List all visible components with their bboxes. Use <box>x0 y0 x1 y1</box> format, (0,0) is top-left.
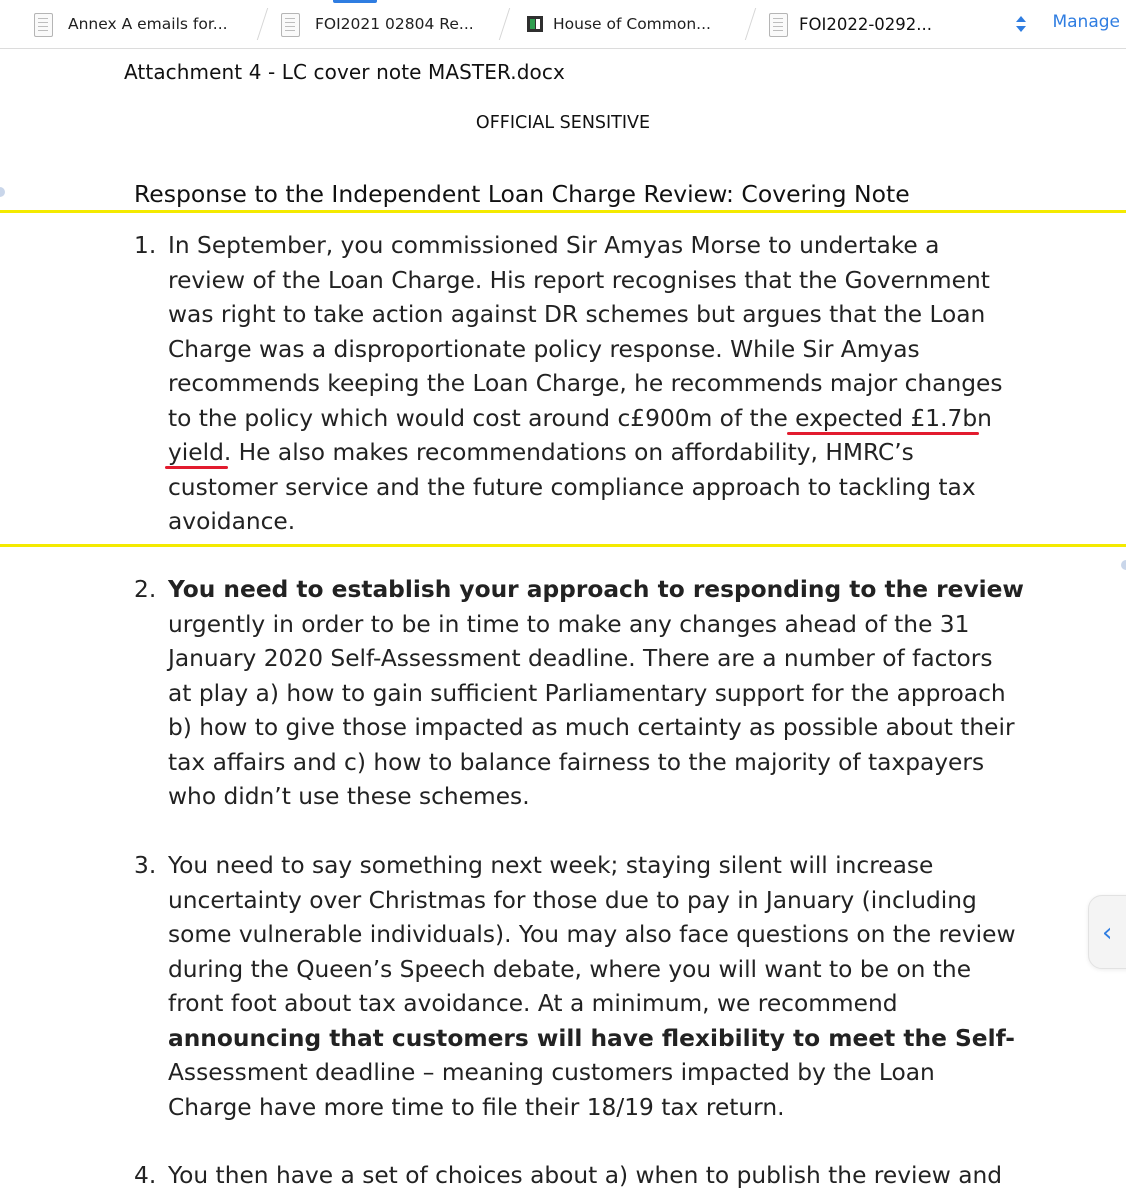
text-line: Charge was a disproportionate policy response. While Sir Amyas <box>168 335 920 363</box>
red-underline-annotation <box>165 466 228 469</box>
text-line: during the Queen’s Speech debate, where you will want to be on the <box>168 955 972 983</box>
paragraph-number: 1. <box>134 232 157 259</box>
tab-label: Annex A emails for... <box>68 15 228 33</box>
text-line: Assessment deadline – meaning customers impacted by the Loan <box>168 1059 935 1086</box>
document-icon <box>769 13 788 37</box>
tab-annex-a-emails[interactable] <box>34 0 254 48</box>
text-line: January 2020 Self-Assessment deadline. There are a number of factors <box>168 645 993 672</box>
margin-marker <box>1121 560 1126 570</box>
spreadsheet-icon <box>527 16 543 32</box>
text-line: urgently in order to be in time to make any changes ahead of the 31 <box>168 610 970 638</box>
text-line: b) how to give those impacted as much certainty as possible about their <box>168 714 1015 741</box>
tab-label: House of Common... <box>553 15 711 33</box>
tab-label: FOI2022-0292... <box>799 14 933 34</box>
paragraph-1 <box>134 229 1014 549</box>
tab-foi2021-02804[interactable] <box>281 0 511 48</box>
text-line: Charge have more time to file their 18/19 tax return. <box>168 1093 785 1121</box>
margin-marker <box>0 187 5 197</box>
text-line: some vulnerable individuals). You may also face questions on the review <box>168 921 1016 948</box>
tab-house-of-commons[interactable] <box>527 0 747 48</box>
document-icon <box>281 13 300 37</box>
text-line: to the policy which would cost around c£900m of the expected £1.7bn <box>168 404 992 432</box>
red-underline-annotation <box>787 432 979 435</box>
text-line: You need to say something next week; staying silent will increase <box>168 852 934 879</box>
document-title: Response to the Independent Loan Charge Review: Covering Note <box>134 180 910 208</box>
paragraph-3 <box>134 849 1014 1139</box>
text-line: review of the Loan Charge. His report recognises that the Government <box>168 266 990 294</box>
chevron-left-icon: ‹ <box>1102 918 1113 948</box>
paragraph-2 <box>134 573 1024 823</box>
text-line: was right to take action against DR schemes but argues that the Loan <box>168 301 986 328</box>
chevron-up-down-icon[interactable] <box>1014 13 1028 35</box>
text-line: You need to establish your approach to responding to the review <box>168 576 1024 603</box>
sidebar-toggle-button[interactable] <box>1088 895 1126 969</box>
tab-bar <box>0 0 1126 49</box>
highlight-rule <box>0 544 1126 547</box>
paragraph-number: 2. <box>134 576 157 603</box>
paragraph-4 <box>134 1159 1014 1200</box>
document-icon <box>34 13 53 37</box>
text-line: yield. He also makes recommendations on affordability, HMRC’s <box>168 439 914 466</box>
text-line: avoidance. <box>168 508 296 535</box>
text-line: customer service and the future compliance approach to tackling tax <box>168 473 976 501</box>
highlight-rule <box>0 210 1126 213</box>
paragraph-number: 3. <box>134 852 157 879</box>
scroll-indicator <box>333 0 377 3</box>
tab-label: FOI2021 02804 Re... <box>315 15 474 33</box>
text-line: front foot about tax avoidance. At a minimum, we recommend <box>168 990 898 1017</box>
document-filename: Attachment 4 - LC cover note MASTER.docx <box>124 60 565 84</box>
text-line: You then have a set of choices about a) when to publish the review and <box>168 1162 1003 1189</box>
text-line: who didn’t use these schemes. <box>168 783 530 810</box>
tab-divider <box>257 8 268 40</box>
manage-button[interactable]: Manage <box>1052 12 1120 32</box>
text-line: In September, you commissioned Sir Amyas Morse to undertake a <box>168 232 940 259</box>
text-line: announcing that customers will have flexibility to meet the Self- <box>168 1024 1015 1052</box>
text-line: uncertainty over Christmas for those due to pay in January (including <box>168 886 977 914</box>
tab-foi2022-0292[interactable] <box>769 0 999 48</box>
paragraph-number: 4. <box>134 1162 157 1189</box>
classification-label: OFFICIAL SENSITIVE <box>475 113 651 133</box>
text-line: recommends keeping the Loan Charge, he recommends major changes <box>168 370 1003 397</box>
text-line: tax affairs and c) how to balance fairness to the majority of taxpayers <box>168 748 985 776</box>
text-line: at play a) how to gain sufficient Parliamentary support for the approach <box>168 679 1006 707</box>
